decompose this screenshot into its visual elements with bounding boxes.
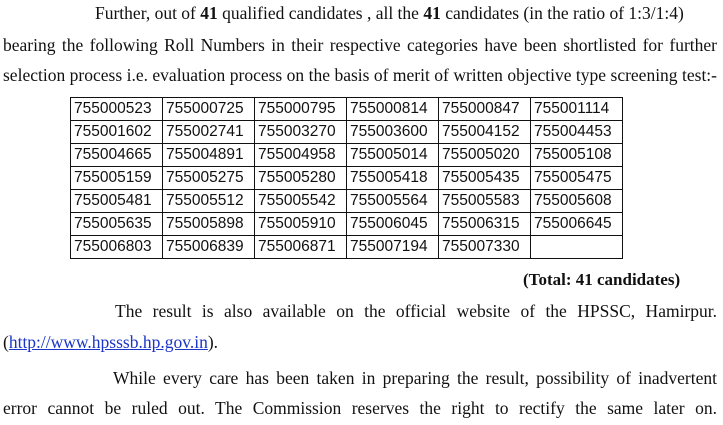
roll-number-cell: 755006315: [439, 213, 531, 236]
roll-number-cell: 755000523: [71, 98, 163, 121]
table-row: [71, 144, 623, 167]
roll-number-cell: 755000725: [163, 98, 255, 121]
roll-number-cell: 755004958: [255, 144, 347, 167]
roll-number-cell: 755006871: [255, 236, 347, 259]
roll-number-cell: 755005475: [531, 167, 623, 190]
roll-number-cell: 755006839: [163, 236, 255, 259]
roll-number-cell: 755005910: [255, 213, 347, 236]
roll-number-cell: 755005275: [163, 167, 255, 190]
table-row: [71, 121, 623, 144]
hpsssb-website-link[interactable]: http://www.hpsssb.hp.gov.in: [8, 332, 208, 352]
roll-number-cell: 755005014: [347, 144, 439, 167]
roll-number-cell: 755001602: [71, 121, 163, 144]
table-row: [71, 213, 623, 236]
roll-number-cell: 755005435: [439, 167, 531, 190]
empty-cell: [531, 236, 623, 259]
roll-number-cell: 755005418: [347, 167, 439, 190]
roll-number-cell: 755005564: [347, 190, 439, 213]
total-candidates: (Total: 41 candidates): [523, 270, 681, 289]
roll-number-cell: 755005159: [71, 167, 163, 190]
roll-number-cell: 755004152: [439, 121, 531, 144]
para1-line3: selection process i.e. evaluation process on the basis of merit of written objective type screening test:-: [3, 65, 717, 85]
roll-number-cell: 755005512: [163, 190, 255, 213]
table-row: [71, 98, 623, 121]
roll-number-cell: 755004891: [163, 144, 255, 167]
roll-number-cell: 755005481: [71, 190, 163, 213]
roll-number-cell: 755005280: [255, 167, 347, 190]
roll-number-cell: 755007194: [347, 236, 439, 259]
table-row: [71, 236, 623, 259]
shortlisted-count: 41: [423, 3, 441, 23]
roll-number-cell: 755004665: [71, 144, 163, 167]
roll-number-cell: 755005608: [531, 190, 623, 213]
roll-number-cell: 755005108: [531, 144, 623, 167]
para2-line2: (http://www.hpsssb.hp.gov.in).: [3, 332, 219, 352]
para2-line1: The result is also available on the official website of the HPSSC, Hamirpur.: [115, 301, 717, 321]
roll-number-cell: 755002741: [163, 121, 255, 144]
roll-number-cell: 755001114: [531, 98, 623, 121]
table-row: [71, 167, 623, 190]
roll-number-cell: 755005020: [439, 144, 531, 167]
qualified-count: 41: [200, 3, 218, 23]
table-row: [71, 190, 623, 213]
para3-line2: error cannot be ruled out. The Commission reserves the right to rectify the same later on.: [3, 398, 717, 418]
roll-number-cell: 755007330: [439, 236, 531, 259]
roll-number-cell: 755003600: [347, 121, 439, 144]
para1-line2: bearing the following Roll Numbers in their respective categories have been shortlisted for further: [3, 35, 717, 55]
roll-number-cell: 755000795: [255, 98, 347, 121]
para1-line1: Further, out of 41 qualified candidates , all the 41 candidates (in the ratio of 1:3/1:4): [95, 3, 684, 23]
roll-number-cell: 755005542: [255, 190, 347, 213]
roll-number-cell: 755006803: [71, 236, 163, 259]
roll-number-cell: 755005583: [439, 190, 531, 213]
roll-number-cell: 755005635: [71, 213, 163, 236]
roll-number-cell: 755000814: [347, 98, 439, 121]
roll-number-cell: 755004453: [531, 121, 623, 144]
roll-numbers-table: [70, 97, 623, 259]
roll-number-cell: 755006645: [531, 213, 623, 236]
roll-number-cell: 755005898: [163, 213, 255, 236]
para3-line1: While every care has been taken in preparing the result, possibility of inadvertent: [113, 368, 717, 388]
roll-number-cell: 755000847: [439, 98, 531, 121]
roll-number-cell: 755006045: [347, 213, 439, 236]
roll-number-cell: 755003270: [255, 121, 347, 144]
